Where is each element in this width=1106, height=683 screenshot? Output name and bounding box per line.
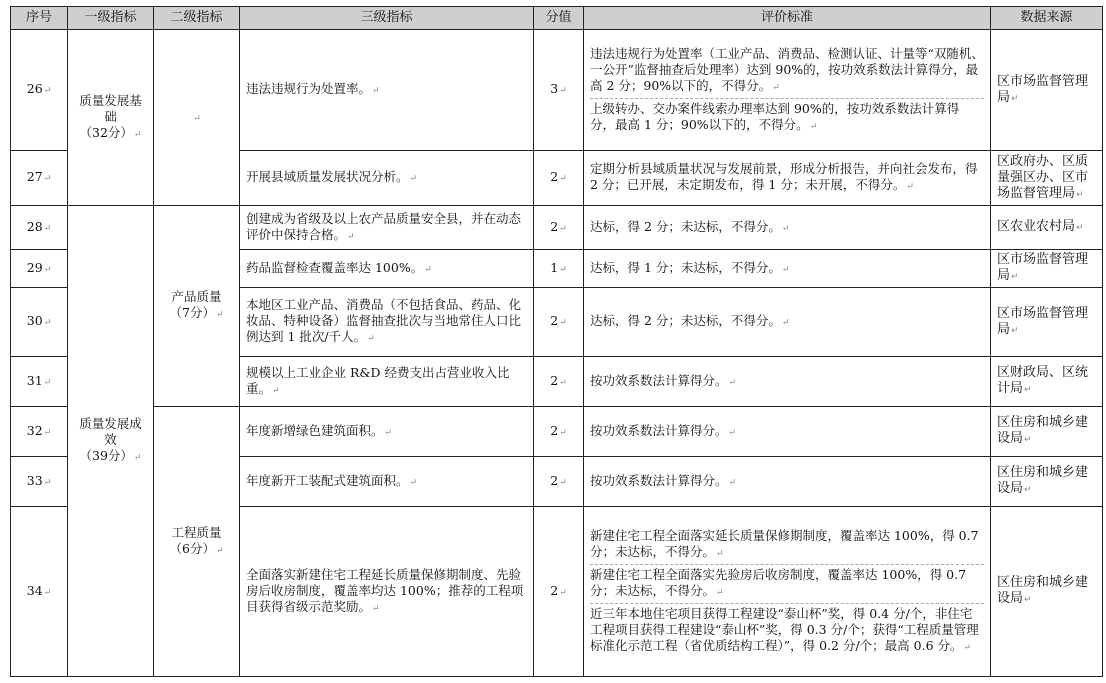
row-indicator: 创建成为省级及以上农产品质量安全县，并在动态评价中保持合格。 ↵ [240,206,534,250]
row-indicator: 开展县域质量发展状况分析。 ↵ [240,151,534,206]
level1-effect-score: （39分） ↵ [74,448,147,466]
row-no: 31 ↵ [11,357,68,407]
row-no: 33 ↵ [11,457,68,507]
header-level2: 二级指标 [154,7,240,30]
level1-effect-name: 质量发展成效 [79,416,142,447]
row-indicator: 本地区工业产品、消费品（不包括食品、药品、化妆品、特种设备）监督抽查批次与当地常住人口比例达到 1 批次/千人。 ↵ [240,288,534,357]
level2-empty-cell [154,30,240,206]
criteria-item: 新建住宅工程全面落实先验房后收房制度，覆盖率达 100%，得 0.7 分；未达标，不得分。 ↵ [590,564,984,601]
row-indicator: 规模以上工业企业 R&D 经费支出占营业收入比重。 ↵ [240,357,534,407]
row-score: 2 ↵ [534,206,584,250]
row-score: 3 ↵ [534,30,584,151]
table-row [11,30,1103,151]
row-score: 2 ↵ [534,407,584,457]
level1-base-score: （32分） ↵ [74,125,147,143]
criteria-item: 上级转办、交办案件线索办理率达到 90%的，按功效系数法计算得分，最高 1 分；90%以下的，不得分。 ↵ [590,98,984,135]
table-row [11,206,1103,250]
level1-base-cell [68,30,154,206]
criteria-item: 违法违规行为处置率（工业产品、消费品、检测认证、计量等“双随机、一公开”监督抽查后处理率）达到 90%的，按功效系数法计算得分，最高 2 分；90%以下的，不得分。 ↵ [590,46,984,96]
criteria-item: 达标，得 1 分；未达标，不得分。 ↵ [590,260,984,278]
row-indicator: 违法违规行为处置率。 ↵ [240,30,534,151]
level2-engineering-cell [154,407,240,677]
row-criteria [584,507,991,677]
header-criteria: 评价标准 [584,7,991,30]
row-source: 区住房和城乡建设局 ↵ [991,407,1103,457]
row-no: 32 ↵ [11,407,68,457]
row-criteria [584,151,991,206]
criteria-item: 按功效系数法计算得分。 ↵ [590,373,984,391]
row-criteria [584,457,991,507]
level2-product-cell [154,206,240,407]
row-indicator: 药品监督检查覆盖率达 100%。 ↵ [240,250,534,288]
row-no: 29 ↵ [11,250,68,288]
table-row [11,407,1103,457]
row-source: 区市场监督管理局 ↵ [991,288,1103,357]
level1-effect-cell [68,206,154,677]
row-source: 区政府办、区质量强区办、区市场监督管理局 ↵ [991,151,1103,206]
row-score: 2 ↵ [534,357,584,407]
row-criteria [584,30,991,151]
criteria-item: 按功效系数法计算得分。 ↵ [590,423,984,441]
level2-engineering-name: 工程质量 [171,524,222,540]
row-no: 26 ↵ [11,30,68,151]
criteria-item: 近三年本地住宅项目获得工程建设“泰山杯”奖，得 0.4 分/个，非住宅工程项目获得工程建设“泰山杯”奖，得 0.3 分/个；获得“工程质量管理标准化示范工程（省优质结构工程）”，得 0.2 分/个；最高 0.6 分。 ↵ [590,603,984,656]
level2-product-name: 产品质量 [171,289,222,304]
row-criteria [584,357,991,407]
header-score: 分值 [534,7,584,30]
row-source: 区农业农村局 ↵ [991,206,1103,250]
level1-base-name: 质量发展基础 [79,92,142,124]
row-criteria [584,250,991,288]
row-indicator: 年度新开工装配式建筑面积。 ↵ [240,457,534,507]
header-row [11,7,1103,30]
row-indicator: 全面落实新建住宅工程延长质量保修期制度、先验房后收房制度，覆盖率均达 100%；推荐的工程项目获得省级示范奖励。 ↵ [240,507,534,677]
row-no: 34 ↵ [11,507,68,677]
row-source: 区财政局、区统计局 ↵ [991,357,1103,407]
level2-product-score: （7分） ↵ [160,305,233,323]
row-criteria [584,288,991,357]
row-source: 区市场监督管理局 ↵ [991,250,1103,288]
row-score: 2 ↵ [534,457,584,507]
header-source: 数据来源 [991,7,1103,30]
row-criteria [584,206,991,250]
row-source: 区市场监督管理局 ↵ [991,30,1103,151]
criteria-item: 新建住宅工程全面落实延长质量保修期制度，覆盖率达 100%，得 0.7 分；未达标，不得分。 ↵ [590,528,984,562]
criteria-item: 达标，得 2 分；未达标，不得分。 ↵ [590,219,984,237]
evaluation-table [10,6,1103,677]
header-level3: 三级指标 [240,7,534,30]
row-score: 2 ↵ [534,288,584,357]
criteria-item: 定期分析县域质量状况与发展前景，形成分析报告，并向社会发布，得 2 分；已开展，未定期发布，得 1 分；未开展，不得分。 ↵ [590,161,984,195]
row-indicator: 年度新增绿色建筑面积。 ↵ [240,407,534,457]
header-level1: 一级指标 [68,7,154,30]
row-source: 区住房和城乡建设局 ↵ [991,507,1103,677]
row-source: 区住房和城乡建设局 ↵ [991,457,1103,507]
row-score: 1 ↵ [534,250,584,288]
level2-engineering-score: （6分） ↵ [160,541,233,559]
row-no: 30 ↵ [11,288,68,357]
criteria-item: 达标，得 2 分；未达标，不得分。 ↵ [590,313,984,331]
criteria-item: 按功效系数法计算得分。 ↵ [590,473,984,491]
row-criteria [584,407,991,457]
header-no: 序号 [11,7,68,30]
row-score: 2 ↵ [534,507,584,677]
row-no: 27 ↵ [11,151,68,206]
row-no: 28 ↵ [11,206,68,250]
row-score: 2 ↵ [534,151,584,206]
